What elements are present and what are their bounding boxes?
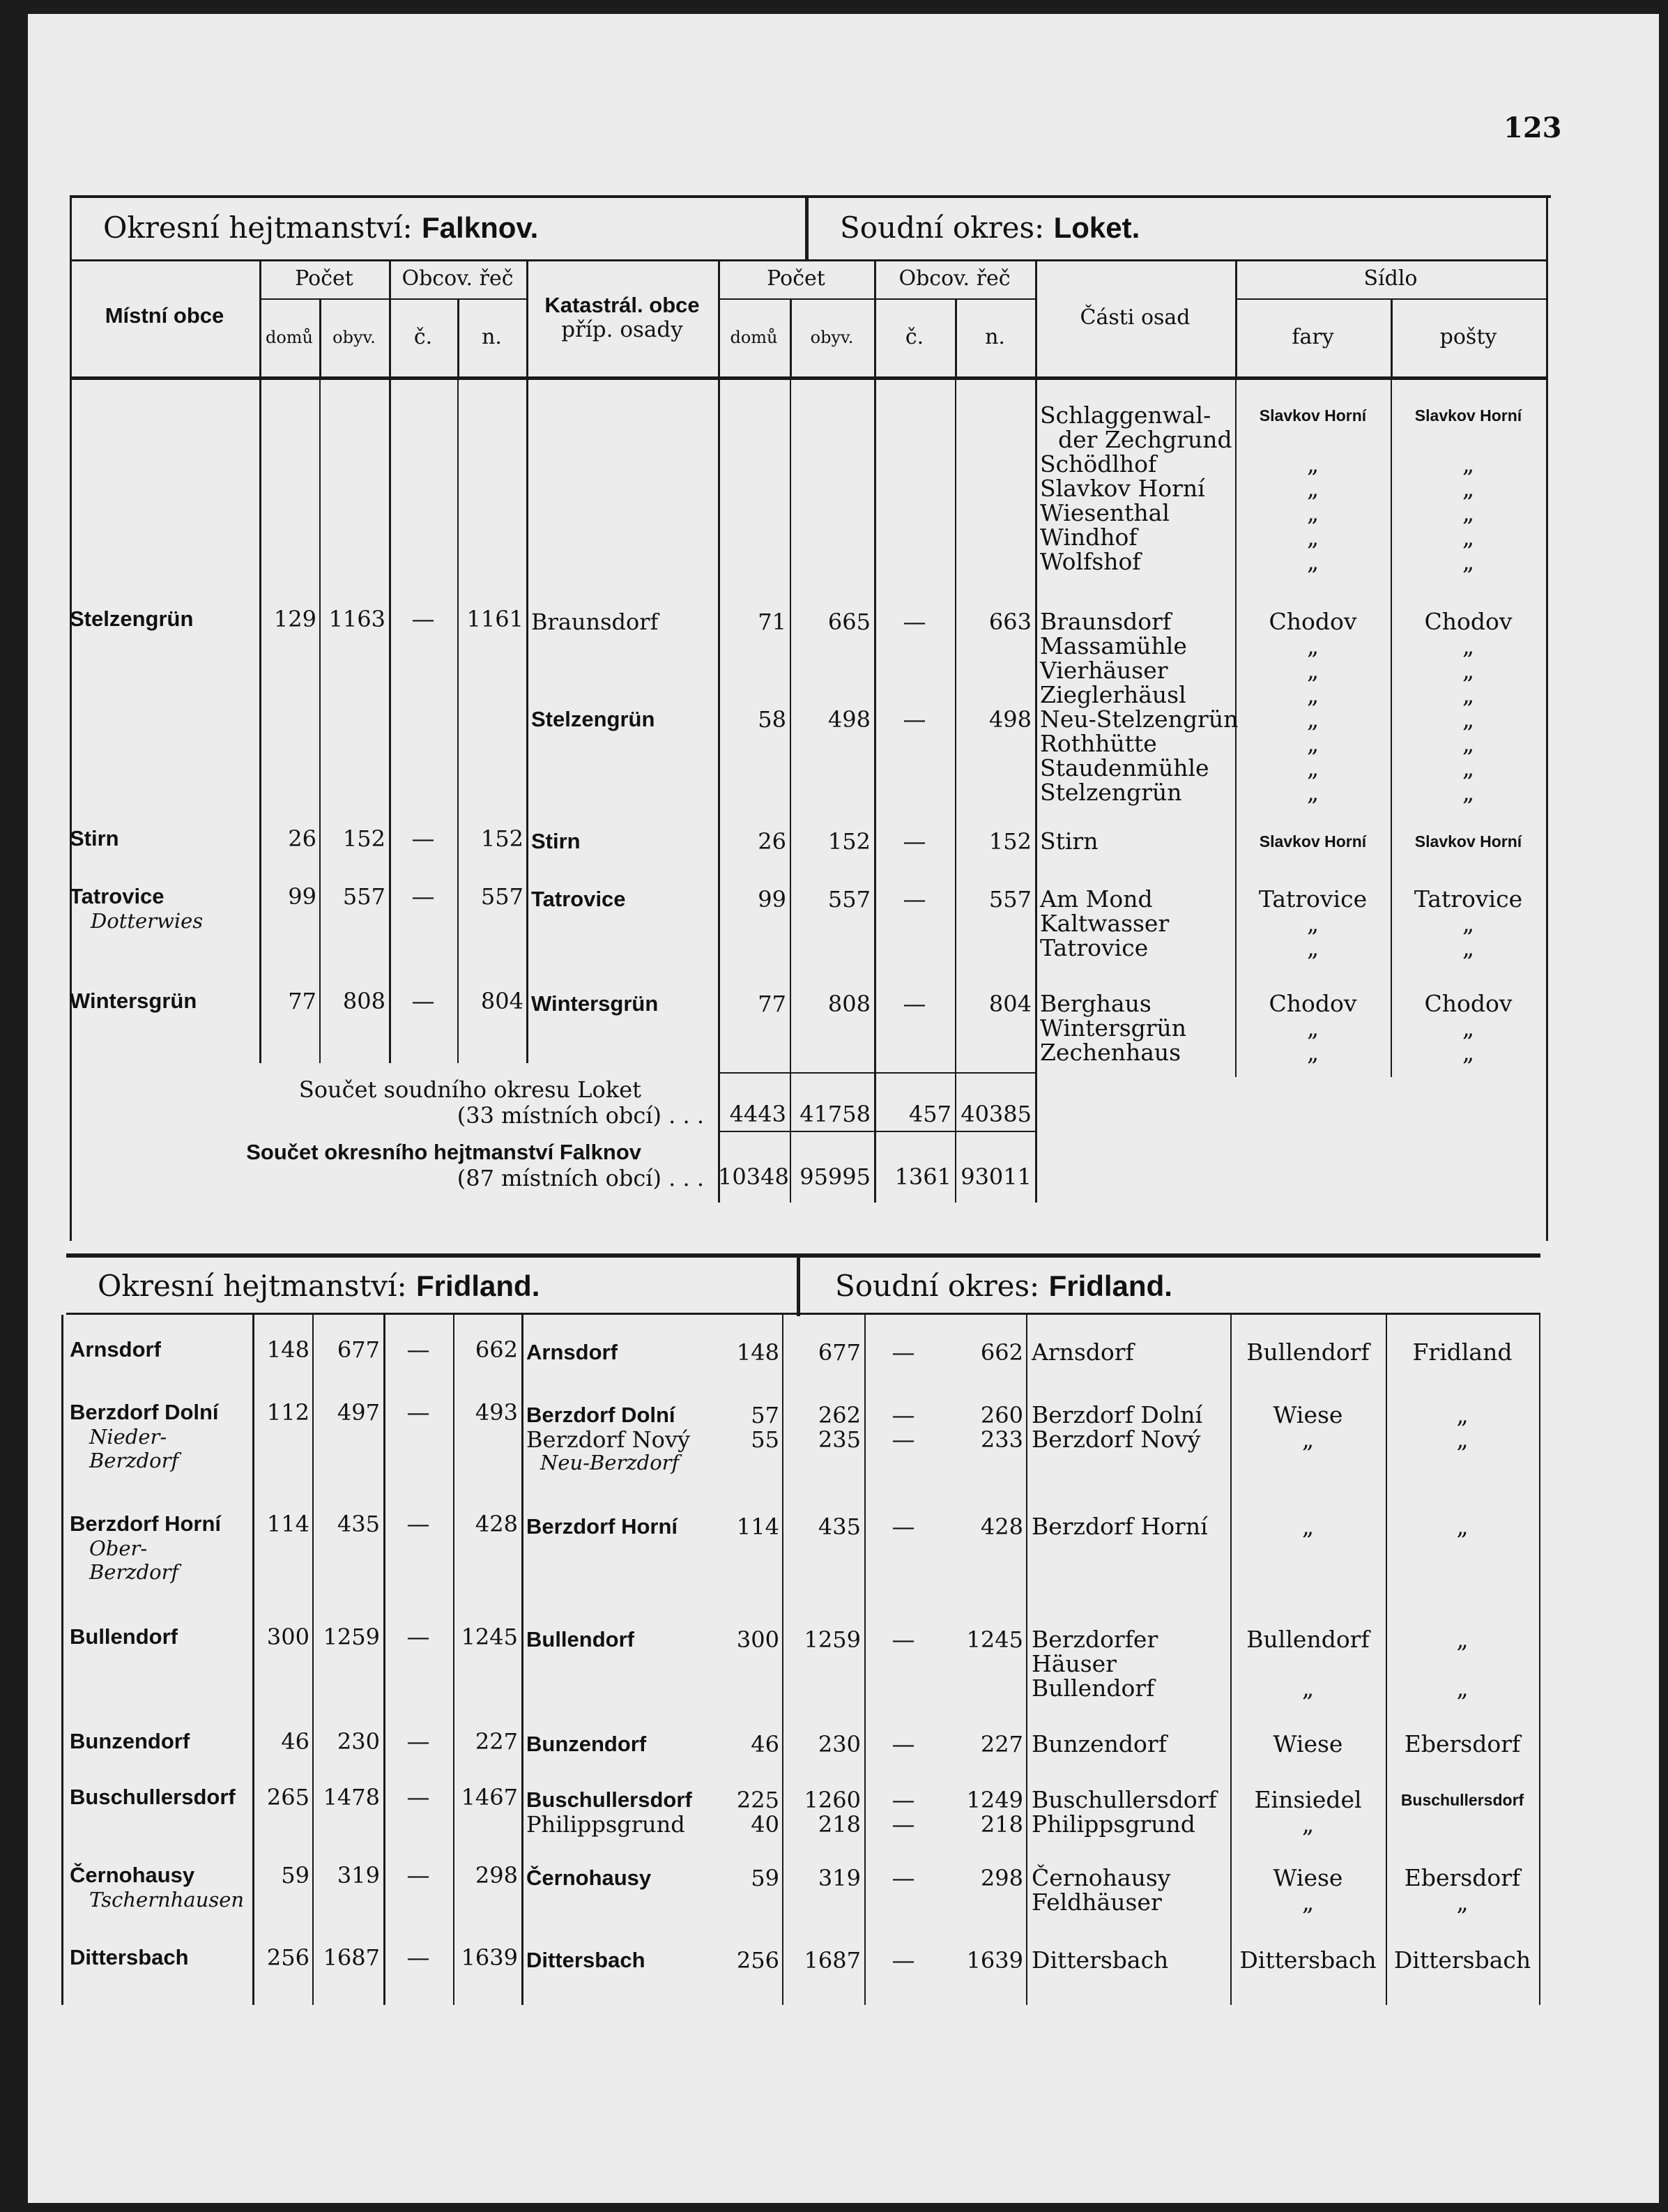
cadastral-german: 233 [980, 1426, 1023, 1453]
cadastral-domu: 71 [758, 609, 786, 635]
post-office-seat: „ [1462, 450, 1475, 478]
municipality-czech: — [411, 883, 435, 910]
cadastral-german: 227 [980, 1731, 1023, 1757]
post-office-seat: „ [1462, 1039, 1475, 1066]
post-office-seat: „ [1462, 632, 1475, 659]
post-office-seat: „ [1456, 1513, 1469, 1540]
sum-falknov-domu: 10348 [718, 1164, 789, 1190]
municipality-name: Bunzendorf [70, 1729, 190, 1753]
post-office-seat: „ [1462, 681, 1475, 708]
post-office-seat: Ebersdorf [1404, 1730, 1521, 1757]
page-number: 123 [1504, 112, 1562, 144]
cadastral-czech: — [892, 1730, 915, 1757]
settlement-part: Neu-Stelzengrün [1040, 705, 1239, 733]
cadastral-czech: — [892, 1338, 915, 1366]
col-pocet-2: Počet [767, 266, 825, 291]
post-office-seat: „ [1456, 1426, 1469, 1453]
municipality-obyv: 1687 [323, 1944, 380, 1971]
parish-seat: „ [1306, 657, 1319, 684]
parish-seat: „ [1306, 730, 1319, 757]
cadastral-domu: 55 [751, 1426, 779, 1453]
parish-seat: Chodov [1269, 990, 1357, 1017]
cadastral-czech: — [903, 608, 926, 635]
municipality-german: 662 [475, 1336, 518, 1363]
municipality-alt-name: Ober- Berzdorf [89, 1536, 179, 1584]
sum-loket-domu: 4443 [729, 1101, 786, 1127]
municipality-name: Bullendorf [70, 1624, 178, 1649]
municipality-german: 428 [475, 1511, 518, 1537]
post-office-seat: „ [1462, 934, 1475, 961]
settlement-part: Stelzengrün [1040, 779, 1182, 806]
cadastral-domu: 59 [751, 1865, 779, 1891]
parish-seat: Wiese [1273, 1864, 1343, 1891]
settlement-part: Wolfshof [1040, 548, 1141, 575]
cadastral-name: Dittersbach [526, 1948, 645, 1972]
municipality-alt-name: Tschernhausen [89, 1888, 245, 1912]
parish-seat: „ [1306, 705, 1319, 733]
sum-falknov-obyv: 95995 [799, 1164, 871, 1190]
cadastral-obyv: 319 [818, 1865, 861, 1891]
parish-seat: „ [1306, 450, 1319, 478]
settlement-part: Stirn [1040, 827, 1099, 855]
parish-seat: Wiese [1273, 1401, 1343, 1428]
col-c: č. [413, 325, 433, 349]
municipality-obyv: 319 [337, 1862, 380, 1889]
municipality-domu: 148 [266, 1336, 309, 1363]
post-office-seat: „ [1462, 779, 1475, 806]
cadastral-german: 298 [980, 1865, 1023, 1891]
cadastral-domu: 40 [751, 1811, 779, 1838]
cadastral-obyv: 677 [818, 1339, 861, 1366]
sum-loket-label: Součet soudního okresu Loket [298, 1076, 641, 1103]
settlement-part: Feldhäuser [1032, 1889, 1162, 1916]
sum-falknov-c: 1361 [894, 1164, 951, 1190]
cadastral-czech: — [892, 1626, 915, 1653]
municipality-obyv: 808 [342, 988, 385, 1014]
municipality-name: Tatrovice [70, 884, 164, 908]
post-office-seat: Chodov [1424, 990, 1513, 1017]
parish-seat: Chodov [1269, 608, 1357, 635]
settlement-part: Schlaggenwal- [1040, 402, 1211, 429]
col-mistni-obce: Místní obce [105, 303, 224, 328]
settlement-part: Staudenmühle [1040, 754, 1209, 781]
municipality-name: Buschullersdorf [70, 1785, 236, 1809]
district-label: Okresní hejtmanství: [103, 211, 413, 245]
parish-seat: Slavkov Horní [1259, 832, 1367, 851]
cadastral-german: 804 [988, 991, 1032, 1017]
municipality-obyv: 435 [337, 1511, 380, 1537]
parish-seat: „ [1301, 1810, 1315, 1838]
cadastral-name: Arnsdorf [526, 1340, 618, 1364]
cadastral-name: Stirn [531, 829, 581, 853]
cadastral-domu: 77 [758, 991, 786, 1017]
settlement-part: Buschullersdorf [1032, 1786, 1217, 1813]
cadastral-name: Tatrovice [531, 887, 626, 911]
cadastral-czech: — [892, 1426, 915, 1453]
post-office-seat: Ebersdorf [1404, 1864, 1521, 1891]
col-c-2: č. [905, 325, 924, 349]
municipality-domu: 59 [281, 1862, 309, 1889]
cadastral-obyv: 557 [827, 886, 871, 913]
municipality-czech: — [406, 1623, 430, 1650]
municipality-german: 298 [475, 1862, 518, 1889]
post-office-seat: „ [1462, 475, 1475, 502]
parish-seat: „ [1306, 934, 1319, 961]
cadastral-name: Buschullersdorf [526, 1787, 692, 1812]
parish-seat: „ [1306, 1014, 1319, 1042]
cadastral-obyv: 498 [827, 706, 871, 733]
settlement-part: Berzdorf Dolní [1032, 1401, 1203, 1428]
cadastral-obyv: 1260 [804, 1787, 861, 1813]
district-header-fridland [98, 1269, 540, 1303]
cadastral-domu: 57 [751, 1402, 779, 1428]
cadastral-obyv: 230 [818, 1731, 861, 1757]
municipality-domu: 99 [288, 883, 316, 910]
parish-seat: „ [1301, 1426, 1315, 1453]
post-office-seat: Chodov [1424, 608, 1513, 635]
cadastral-name: Bullendorf [526, 1627, 634, 1652]
municipality-name: Stirn [70, 826, 119, 851]
cadastral-name: Braunsdorf [531, 609, 659, 635]
cadastral-alt-name: Neu-Berzdorf [540, 1451, 680, 1474]
cadastral-obyv: 152 [827, 828, 871, 855]
cadastral-obyv: 235 [818, 1426, 861, 1453]
municipality-name: Berzdorf Horní [70, 1511, 221, 1536]
court-label: Soudní okres: [840, 211, 1045, 245]
cadastral-german: 218 [980, 1811, 1023, 1838]
municipality-obyv: 557 [342, 883, 385, 910]
post-office-seat: „ [1462, 548, 1475, 575]
municipality-domu: 265 [266, 1784, 309, 1810]
municipality-domu: 300 [266, 1624, 309, 1650]
municipality-czech: — [406, 1861, 430, 1889]
municipality-czech: — [411, 987, 435, 1014]
municipality-german: 152 [480, 825, 523, 852]
cadastral-domu: 148 [736, 1339, 779, 1366]
settlement-part: Berzdorfer [1032, 1626, 1158, 1653]
settlement-part: Wiesenthal [1040, 499, 1170, 526]
municipality-obyv: 230 [337, 1728, 380, 1755]
parish-seat: „ [1306, 779, 1319, 806]
post-office-seat: Fridland [1412, 1338, 1513, 1366]
sum-loket-obyv: 41758 [799, 1101, 871, 1127]
settlement-part: Tatrovice [1040, 934, 1149, 961]
col-obyv-2: obyv. [810, 328, 854, 347]
cadastral-czech: — [892, 1401, 915, 1428]
post-office-seat: „ [1456, 1889, 1469, 1916]
parish-seat: „ [1306, 475, 1319, 502]
sum-falknov-label: Součet okresního hejtmanství Falknov [246, 1140, 641, 1164]
cadastral-czech: — [903, 827, 926, 855]
post-office-seat: „ [1462, 524, 1475, 551]
municipality-german: 227 [475, 1728, 518, 1755]
post-office-seat: Slavkov Horní [1414, 832, 1522, 851]
col-domu: domů [265, 328, 314, 347]
cadastral-obyv: 435 [818, 1513, 861, 1540]
parish-seat: Bullendorf [1246, 1338, 1370, 1366]
municipality-name: Wintersgrün [70, 989, 197, 1013]
cadastral-name: Wintersgrün [531, 991, 659, 1016]
cadastral-czech: — [903, 705, 926, 733]
cadastral-name: Stelzengrün [531, 707, 655, 731]
municipality-domu: 26 [288, 825, 316, 852]
parish-seat: Tatrovice [1258, 885, 1368, 913]
post-office-seat: Tatrovice [1414, 885, 1523, 913]
col-domu-2: domů [730, 328, 778, 347]
parish-seat: „ [1306, 681, 1319, 708]
post-office-seat: Dittersbach [1393, 1946, 1531, 1974]
cadastral-german: 1639 [966, 1947, 1023, 1974]
settlement-part: Dittersbach [1032, 1946, 1169, 1974]
sum-falknov-n: 93011 [961, 1164, 1032, 1190]
settlement-part: Bullendorf [1032, 1675, 1155, 1702]
col-casti-osad: Části osad [1080, 305, 1191, 330]
court-name-2: Fridland. [1048, 1269, 1172, 1302]
col-n-2: n. [985, 325, 1005, 349]
settlement-part: Wintersgrün [1040, 1014, 1187, 1042]
cadastral-czech: — [892, 1864, 915, 1891]
settlement-part: Massamühle [1040, 632, 1187, 659]
parish-seat: „ [1301, 1513, 1315, 1540]
parish-seat: Dittersbach [1239, 1946, 1377, 1974]
settlement-part: Braunsdorf [1040, 608, 1172, 635]
municipality-obyv: 1259 [323, 1624, 380, 1650]
sum-loket-n: 40385 [961, 1101, 1032, 1127]
settlement-part: Häuser [1032, 1650, 1117, 1677]
settlement-part: Kaltwasser [1040, 910, 1170, 937]
court-header-fridland [835, 1269, 1172, 1303]
municipality-obyv: 497 [337, 1399, 380, 1426]
cadastral-name: Bunzendorf [526, 1732, 647, 1756]
cadastral-domu: 225 [736, 1787, 779, 1813]
settlement-part: Berzdorf Nový [1032, 1426, 1201, 1453]
settlement-part: Berzdorf Horní [1032, 1513, 1208, 1540]
parish-seat: Wiese [1273, 1730, 1343, 1757]
cadastral-name: Berzdorf Horní [526, 1514, 678, 1539]
cadastral-domu: 26 [758, 828, 786, 855]
cadastral-czech: — [903, 990, 926, 1017]
cadastral-name: Philippsgrund [526, 1811, 685, 1838]
cadastral-name: Berzdorf Dolní [526, 1403, 675, 1427]
district-label-2: Okresní hejtmanství: [98, 1269, 407, 1303]
settlement-part: Schödlhof [1040, 450, 1157, 478]
municipality-domu: 129 [273, 606, 316, 632]
municipality-german: 1467 [461, 1784, 518, 1810]
cadastral-german: 1245 [966, 1626, 1023, 1653]
sum-falknov-count: (87 místních obcí) . . . [457, 1165, 704, 1191]
settlement-part: Slavkov Horní [1040, 475, 1205, 502]
municipality-name: Dittersbach [70, 1945, 189, 1969]
post-office-seat: Slavkov Horní [1414, 406, 1522, 425]
municipality-domu: 256 [266, 1944, 309, 1971]
court-header-loket [840, 211, 1140, 245]
settlement-part: Am Mond [1040, 885, 1153, 913]
settlement-part: Bunzendorf [1032, 1730, 1167, 1757]
district-header-falknov [103, 211, 538, 245]
cadastral-czech: — [892, 1513, 915, 1540]
settlement-part: Windhof [1040, 524, 1138, 551]
col-sidlo: Sídlo [1363, 266, 1418, 291]
col-katastral-2: příp. osady [561, 317, 683, 342]
municipality-name: Arnsdorf [70, 1337, 161, 1361]
cadastral-obyv: 1687 [804, 1947, 861, 1974]
cadastral-obyv: 808 [827, 991, 871, 1017]
cadastral-czech: — [892, 1786, 915, 1813]
post-office-seat: „ [1462, 657, 1475, 684]
cadastral-domu: 256 [736, 1947, 779, 1974]
municipality-obyv: 677 [337, 1336, 380, 1363]
parish-seat: „ [1306, 499, 1319, 526]
parish-seat: „ [1306, 632, 1319, 659]
sum-loket-count: (33 místních obcí) . . . [457, 1102, 704, 1129]
municipality-alt-name: Dotterwies [91, 909, 204, 933]
municipality-obyv: 1478 [323, 1784, 380, 1810]
municipality-german: 804 [480, 988, 523, 1014]
municipality-czech: — [406, 1783, 430, 1810]
district-name: Falknov. [422, 211, 539, 244]
municipality-czech: — [406, 1398, 430, 1426]
cadastral-name: Berzdorf Nový [526, 1426, 691, 1453]
cadastral-german: 428 [980, 1513, 1023, 1540]
municipality-czech: — [406, 1510, 430, 1537]
cadastral-domu: 300 [736, 1626, 779, 1653]
parish-seat: „ [1306, 754, 1319, 781]
municipality-german: 1245 [461, 1624, 518, 1650]
post-office-seat: „ [1456, 1675, 1469, 1702]
cadastral-german: 663 [988, 609, 1032, 635]
cadastral-german: 152 [988, 828, 1032, 855]
parish-seat: Einsiedel [1254, 1786, 1362, 1813]
municipality-domu: 114 [266, 1511, 309, 1537]
cadastral-german: 557 [988, 886, 1032, 913]
municipality-czech: — [406, 1944, 430, 1971]
settlement-part: der Zechgrund [1058, 426, 1232, 453]
settlement-part: Philippsgrund [1032, 1810, 1195, 1838]
post-office-seat: „ [1456, 1626, 1469, 1653]
cadastral-obyv: 1259 [804, 1626, 861, 1653]
col-obcov-rec: Obcov. řeč [401, 266, 514, 291]
settlement-part: Černohausy [1032, 1864, 1171, 1891]
municipality-czech: — [411, 605, 435, 632]
col-obcov-rec-2: Obcov. řeč [898, 266, 1011, 291]
parish-seat: Bullendorf [1246, 1626, 1370, 1653]
post-office-seat: Buschullersdorf [1400, 1791, 1524, 1809]
municipality-alt-name: Nieder- Berzdorf [89, 1425, 179, 1472]
post-office-seat: „ [1462, 910, 1475, 937]
cadastral-german: 662 [980, 1339, 1023, 1366]
post-office-seat: „ [1462, 499, 1475, 526]
cadastral-german: 260 [980, 1402, 1023, 1428]
settlement-part: Rothhütte [1040, 730, 1157, 757]
col-katastral-1: Katastrál. obce [544, 293, 700, 317]
parish-seat: „ [1306, 910, 1319, 937]
parish-seat: „ [1306, 1039, 1319, 1066]
municipality-german: 1161 [466, 606, 523, 632]
municipality-name: Stelzengrün [70, 607, 194, 631]
district-name-2: Fridland. [416, 1269, 540, 1302]
cadastral-obyv: 218 [818, 1811, 861, 1838]
col-pocet: Počet [295, 266, 353, 291]
cadastral-name: Černohausy [526, 1866, 652, 1890]
settlement-part: Zieglerhäusl [1040, 681, 1186, 708]
parish-seat: „ [1306, 524, 1319, 551]
court-name: Loket. [1053, 211, 1140, 244]
settlement-part: Arnsdorf [1032, 1338, 1134, 1366]
settlement-part: Vierhäuser [1040, 657, 1168, 684]
col-posty: pošty [1439, 325, 1497, 349]
parish-seat: Slavkov Horní [1259, 406, 1367, 425]
municipality-german: 557 [480, 883, 523, 910]
municipality-domu: 46 [281, 1728, 309, 1755]
municipality-czech: — [406, 1336, 430, 1363]
sum-loket-c: 457 [908, 1101, 951, 1127]
parish-seat: „ [1301, 1889, 1315, 1916]
municipality-name: Černohausy [70, 1863, 195, 1887]
settlement-part: Berghaus [1040, 990, 1151, 1017]
cadastral-czech: — [892, 1946, 915, 1974]
cadastral-obyv: 665 [827, 609, 871, 635]
municipality-obyv: 152 [342, 825, 385, 852]
cadastral-czech: — [892, 1810, 915, 1838]
post-office-seat: „ [1456, 1401, 1469, 1428]
municipality-domu: 77 [288, 988, 316, 1014]
cadastral-domu: 46 [751, 1731, 779, 1757]
cadastral-german: 1249 [966, 1787, 1023, 1813]
court-label-2: Soudní okres: [835, 1269, 1040, 1303]
col-fary: fary [1292, 325, 1334, 349]
col-obyv: obyv. [332, 328, 376, 347]
post-office-seat: „ [1462, 705, 1475, 733]
col-n: n. [482, 325, 502, 349]
post-office-seat: „ [1462, 730, 1475, 757]
cadastral-czech: — [903, 885, 926, 913]
municipality-czech: — [406, 1727, 430, 1755]
cadastral-domu: 114 [736, 1513, 779, 1540]
post-office-seat: „ [1462, 754, 1475, 781]
municipality-obyv: 1163 [328, 606, 385, 632]
cadastral-german: 498 [988, 706, 1032, 733]
parish-seat: „ [1301, 1675, 1315, 1702]
cadastral-domu: 99 [758, 886, 786, 913]
cadastral-obyv: 262 [818, 1402, 861, 1428]
parish-seat: „ [1306, 548, 1319, 575]
municipality-name: Berzdorf Dolní [70, 1400, 219, 1424]
municipality-german: 1639 [461, 1944, 518, 1971]
municipality-czech: — [411, 825, 435, 852]
settlement-part: Zechenhaus [1040, 1039, 1181, 1066]
cadastral-domu: 58 [758, 706, 786, 733]
post-office-seat: „ [1462, 1014, 1475, 1042]
municipality-german: 493 [475, 1399, 518, 1426]
municipality-domu: 112 [266, 1399, 309, 1426]
